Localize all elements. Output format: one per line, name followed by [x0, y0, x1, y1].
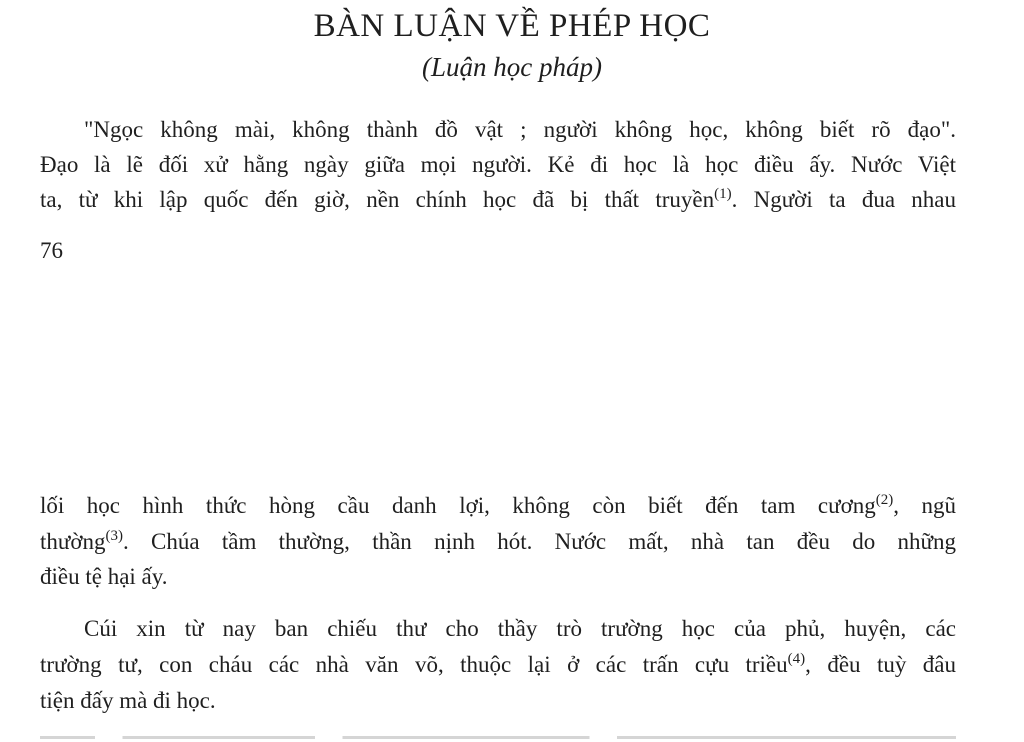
footnote-ref-2[interactable]: (2)	[875, 492, 894, 508]
paragraph-2-line-3: điều tệ hại ấy.	[40, 564, 168, 589]
paragraph-3-line-1: Cúi xin từ nay ban chiếu thư cho thầy trò trường học của phủ, huyện, các	[84, 616, 956, 641]
paragraph-1-line-3: ta, từ khi lập quốc đến giờ, nền chính học đã bị thất truyền$^{(1)}$. Người ta đua nhau	[40, 186, 956, 212]
footnote-ref-3[interactable]: (3)	[105, 528, 124, 544]
paragraph-1-line-1: "Ngọc không mài, không thành đồ vật ; người không học, không biết rõ đạo".	[84, 117, 956, 142]
paragraph-1-line-2: Đạo là lẽ đối xử hằng ngày giữa mọi người. Kẻ đi học là học điều ấy. Nước Việt	[40, 152, 956, 177]
footnote-ref-4[interactable]: (4)	[787, 651, 806, 667]
paragraph-2-line-2: thường$^{(3)}$. Chúa tầm thường, thần nịnh hót. Nước mất, nhà tan đều do những	[40, 528, 956, 554]
page-subtitle: (Luận học pháp)	[422, 52, 602, 82]
paragraph-3-line-2: trường tư, con cháu các nhà văn võ, thuộc lại ở các trấn cựu triều$^{(4)}$, đều tuỳ đâu	[40, 651, 956, 677]
page-number: 76	[40, 238, 63, 263]
page-title: BÀN LUẬN VỀ PHÉP HỌC	[313, 8, 711, 44]
paragraph-2-line-1: lối học hình thức hòng cầu danh lợi, không còn biết đến tam cương$^{(2)}$, ngũ	[40, 492, 957, 518]
footnote-ref-1[interactable]: (1)	[714, 186, 732, 202]
cut-off-text-fragment	[40, 736, 956, 739]
paragraph-3-line-3: tiện đấy mà đi học.	[40, 688, 216, 713]
